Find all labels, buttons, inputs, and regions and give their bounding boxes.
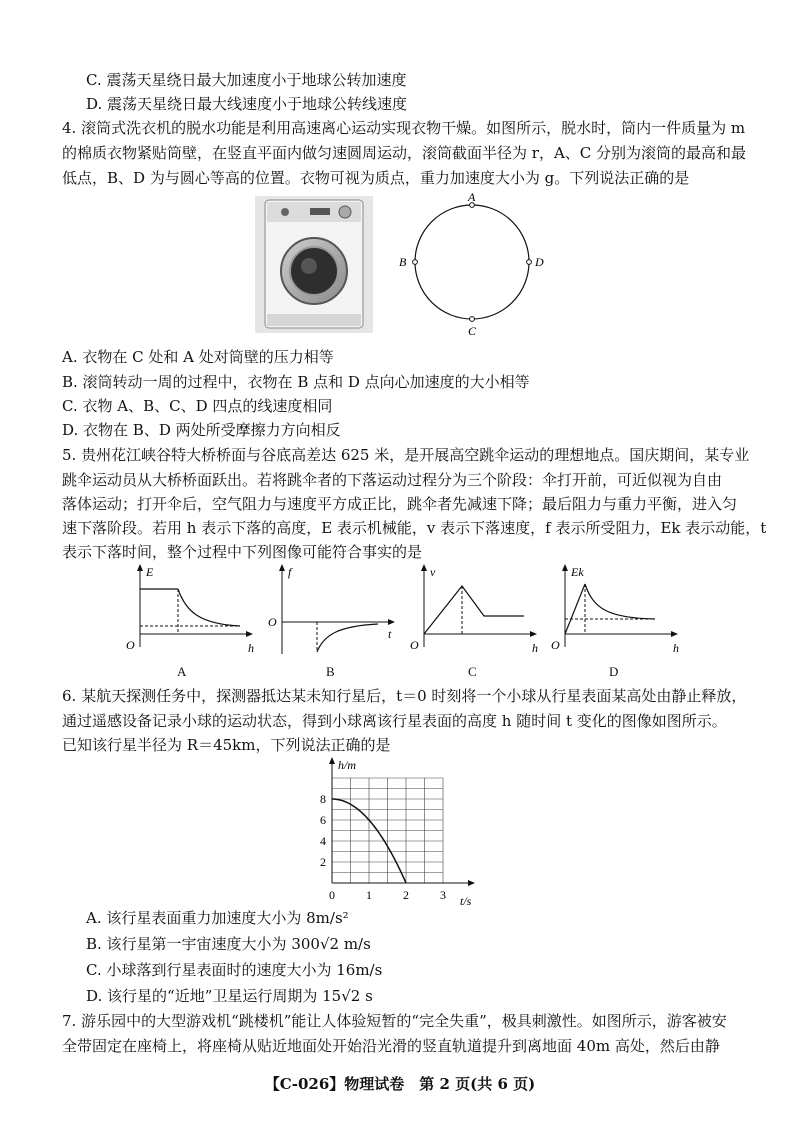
label-d: D bbox=[535, 255, 544, 269]
label-c: C bbox=[468, 324, 477, 338]
graph-d-origin: O bbox=[551, 638, 560, 652]
q7-stem-line1: 7. 游乐园中的大型游戏机“跳楼机”能让人体验短暂的“完全失重”，极具刺激性。如图所示，游客被安 bbox=[62, 1012, 727, 1030]
graph-a-origin: O bbox=[126, 638, 135, 652]
graph-c bbox=[404, 562, 544, 662]
q4-option-d: D. 衣物在 B、D 两处所受摩擦力方向相反 bbox=[62, 421, 341, 439]
y-tick-label: 2 bbox=[320, 855, 326, 869]
y-tick-label: 4 bbox=[320, 834, 326, 848]
q4-stem-line3: 低点，B、D 为与圆心等高的位置。衣物可视为质点，重力加速度大小为 g。下列说法正确的是 bbox=[62, 169, 690, 187]
graph-c-xlabel: h bbox=[532, 641, 538, 655]
q5-stem-line2: 跳伞运动员从大桥桥面跃出。若将跳伞者的下落运动过程分为三个阶段：伞打开前，可近似视为自由 bbox=[62, 471, 723, 489]
graph-b-xlabel: t bbox=[388, 627, 392, 641]
q5-stem-line1: 5. 贵州花江峡谷特大桥桥面与谷底高差达 625 米，是开展高空跳伞运动的理想地点。国庆期间，某专业 bbox=[62, 446, 750, 464]
q4-stem-line2: 的棉质衣物紧贴筒壁，在竖直平面内做匀速圆周运动，滚筒截面半径为 r，A、C 分别为滚筒的最高和最 bbox=[62, 144, 747, 162]
prev-option-c: C. 震荡天星绕日最大加速度小于地球公转加速度 bbox=[86, 71, 407, 89]
graph-b-ylabel: f bbox=[288, 565, 292, 579]
graph-a-ylabel: E bbox=[146, 565, 154, 579]
q5-stem-line3: 落体运动；打开伞后，空气阻力与速度平方成正比，跳伞者先减速下降；最后阻力与重力平衡，进入匀 bbox=[62, 495, 738, 513]
page-footer: 【C-026】物理试卷 第 2 页(共 6 页) bbox=[264, 1075, 536, 1093]
q4-stem-line1: 4. 滚筒式洗衣机的脱水功能是利用高速离心运动实现衣物干燥。如图所示，脱水时，筒内一件质量为 m bbox=[62, 119, 746, 137]
chart-ylabel: h/m bbox=[338, 758, 356, 772]
chart-xlabel: t/s bbox=[460, 894, 472, 908]
x-tick-label: 0 bbox=[329, 888, 335, 902]
y-tick-label: 8 bbox=[320, 792, 326, 806]
q6-stem-line2: 通过遥感设备记录小球的运动状态，得到小球离该行星表面的高度 h 随时间 t 变化的图像如图所示。 bbox=[62, 712, 727, 730]
prev-option-d: D. 震荡天星绕日最大线速度小于地球公转线速度 bbox=[86, 95, 408, 113]
q6-stem-line1: 6. 某航天探测任务中，探测器抵达某未知行星后，t＝0 时刻将一个小球从行星表面某高处由静止释放， bbox=[62, 687, 747, 705]
graph-b-origin: O bbox=[268, 615, 277, 629]
x-tick-label: 1 bbox=[366, 888, 372, 902]
graph-c-origin: O bbox=[410, 638, 419, 652]
x-tick-label: 2 bbox=[403, 888, 409, 902]
q4-option-b: B. 滚筒转动一周的过程中，衣物在 B 点和 D 点向心加速度的大小相等 bbox=[62, 373, 530, 391]
y-tick-label: 6 bbox=[320, 813, 326, 827]
q6-option-b: B. 该行星第一宇宙速度大小为 300√2 m/s bbox=[86, 935, 371, 953]
q6-option-d: D. 该行星的“近地”卫星运行周期为 15√2 s bbox=[86, 987, 373, 1005]
graph-a-caption: A bbox=[177, 664, 187, 679]
q5-stem-line5: 表示下落时间，整个过程中下列图像可能符合事实的是 bbox=[62, 543, 423, 561]
label-a: A bbox=[468, 190, 476, 204]
graph-a-xlabel: h bbox=[248, 641, 254, 655]
q6-option-a: A. 该行星表面重力加速度大小为 8m/s² bbox=[86, 909, 349, 927]
graph-d bbox=[545, 562, 685, 662]
graph-d-xlabel: h bbox=[673, 641, 679, 655]
x-tick-label: 3 bbox=[440, 888, 446, 902]
label-b: B bbox=[399, 255, 407, 269]
height-time-chart bbox=[300, 755, 490, 910]
q5-stem-line4: 速下落阶段。若用 h 表示下落的高度，E 表示机械能，v 表示下落速度，f 表示所受阻力，Ek 表示动能，t bbox=[62, 519, 767, 537]
drum-cross-section bbox=[395, 190, 555, 340]
graph-a bbox=[120, 562, 260, 662]
graph-c-ylabel: v bbox=[430, 565, 436, 579]
q7-stem-line2: 全带固定在座椅上，将座椅从贴近地面处开始沿光滑的竖直轨道提升到离地面 40m 高处，然后由静 bbox=[62, 1037, 720, 1055]
graph-d-caption: D bbox=[609, 664, 619, 679]
q4-option-c: C. 衣物 A、B、C、D 四点的线速度相同 bbox=[62, 397, 333, 415]
graph-b-caption: B bbox=[326, 664, 335, 679]
graph-b bbox=[262, 562, 402, 662]
q6-stem-line3: 已知该行星半径为 R＝45km，下列说法正确的是 bbox=[62, 736, 391, 754]
q4-option-a: A. 衣物在 C 处和 A 处对筒壁的压力相等 bbox=[62, 348, 334, 366]
washing-machine-photo bbox=[255, 196, 373, 333]
graph-d-ylabel: Ek bbox=[571, 565, 584, 579]
graph-c-caption: C bbox=[468, 664, 477, 679]
q6-option-c: C. 小球落到行星表面时的速度大小为 16m/s bbox=[86, 961, 383, 979]
